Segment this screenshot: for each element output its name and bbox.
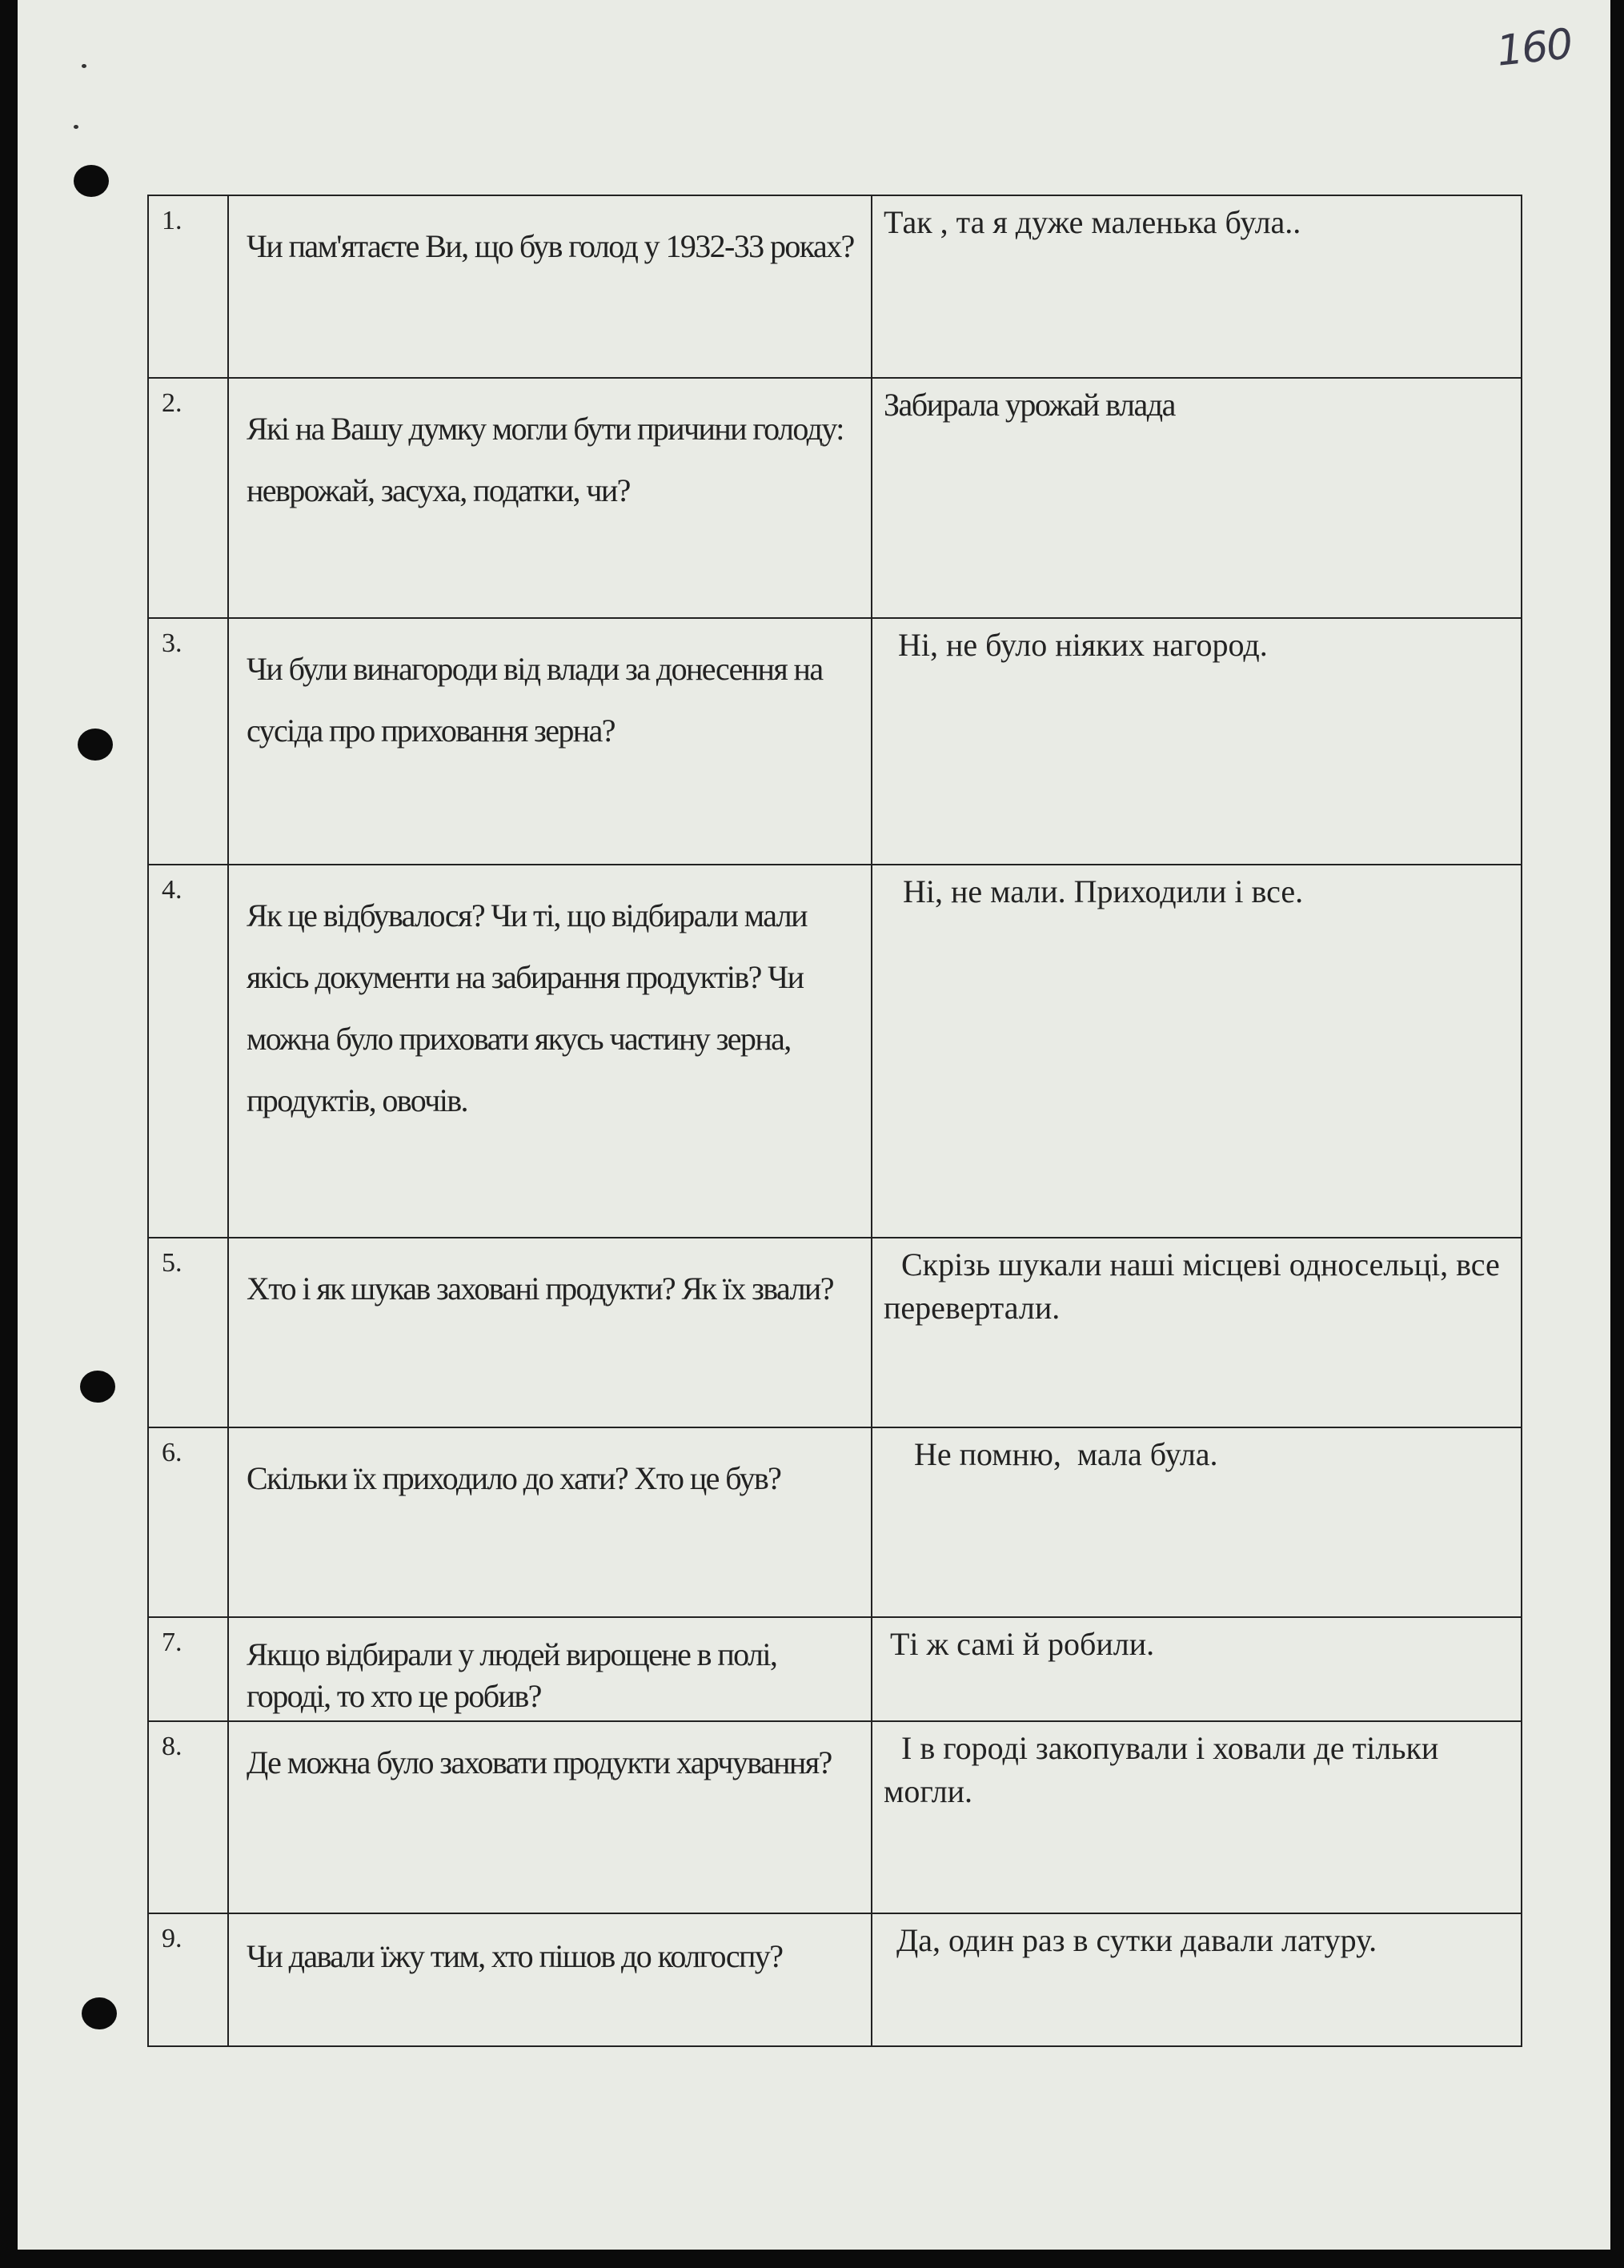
paper-speck [74,125,78,129]
answer-cell: Да, один раз в сутки давали латуру. [872,1913,1522,2046]
page-number: 160 [1494,20,1574,76]
document-page [18,0,1610,2250]
table-row [148,865,1522,1238]
row-number: 4. [148,865,228,1238]
punch-hole [82,1997,117,2029]
punch-hole [78,729,113,761]
questionnaire-table [147,195,1522,2047]
row-number: 3. [148,618,228,865]
punch-hole [80,1371,115,1403]
question-cell: Як це відбувалося? Чи ті, що відбирали мали якісь документи на забирання продуктів? Чи можна було приховати якусь частину зерна, продуктів, овочів. [228,865,872,1238]
answer-cell: Не помню, мала була. [872,1427,1522,1617]
table-row [148,1913,1522,2046]
question-cell: Які на Вашу думку могли бути причини голоду: неврожай, засуха, податки, чи? [228,378,872,618]
row-number: 7. [148,1617,228,1721]
table-row [148,618,1522,865]
row-number: 9. [148,1913,228,2046]
answer-cell: Забирала урожай влада [872,378,1522,618]
punch-hole [74,165,109,197]
table-row [148,378,1522,618]
table-row [148,1617,1522,1721]
table-row [148,195,1522,378]
paper-speck [82,64,86,68]
question-cell: Скільки їх приходило до хати? Хто це був? [228,1427,872,1617]
question-cell: Якщо відбирали у людей вирощене в полі, городі, то хто це робив? [228,1617,872,1721]
table-row [148,1427,1522,1617]
question-cell: Чи давали їжу тим, хто пішов до колгоспу? [228,1913,872,2046]
answer-cell: Так , та я дуже маленька була.. [872,195,1522,378]
question-cell: Чи були винагороди від влади за донесення на сусіда про приховання зерна? [228,618,872,865]
row-number: 8. [148,1721,228,1913]
question-cell: Чи пам'ятаєте Ви, що був голод у 1932-33 роках? [228,195,872,378]
question-cell: Де можна було заховати продукти харчування? [228,1721,872,1913]
row-number: 6. [148,1427,228,1617]
answer-cell: Скрізь шукали наші місцеві односельці, все перевертали. [872,1238,1522,1427]
row-number: 1. [148,195,228,378]
row-number: 5. [148,1238,228,1427]
table-row [148,1238,1522,1427]
answer-cell: Ні, не було ніяких нагород. [872,618,1522,865]
answer-cell: І в городі закопували і ховали де тільки могли. [872,1721,1522,1913]
question-cell: Хто і як шукав заховані продукти? Як їх звали? [228,1238,872,1427]
table-row [148,1721,1522,1913]
answer-cell: Ні, не мали. Приходили і все. [872,865,1522,1238]
answer-cell: Ті ж самі й робили. [872,1617,1522,1721]
row-number: 2. [148,378,228,618]
